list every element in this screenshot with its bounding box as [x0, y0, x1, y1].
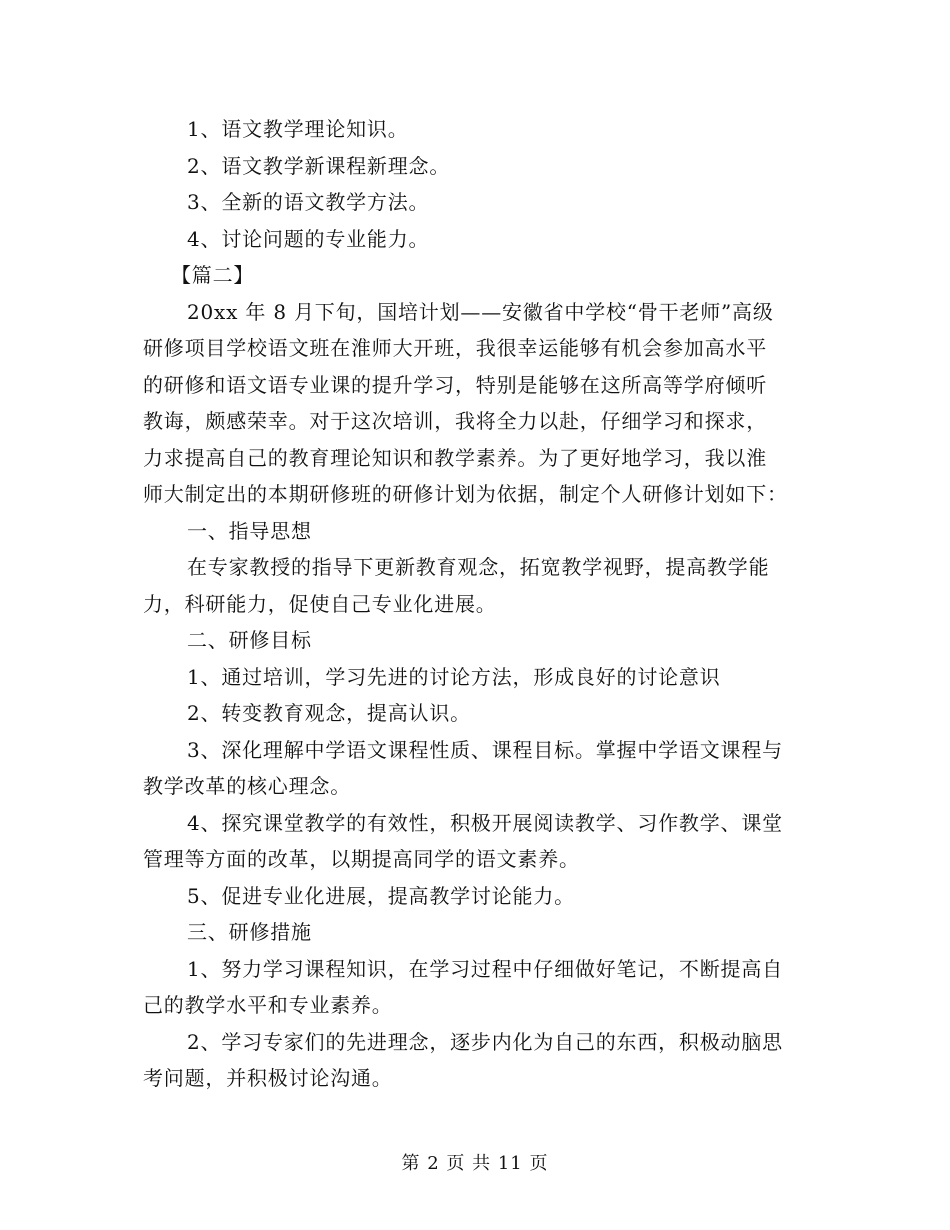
text-line: 己的教学水平和专业素养。 — [143, 993, 393, 1017]
text-line: 2、语文教学新课程新理念。 — [187, 154, 451, 178]
text-line: 考问题，并积极讨论沟通。 — [143, 1066, 393, 1090]
text-line: 2、学习专家们的先进理念，逐步内化为自己的东西，积极动脑思 — [187, 1030, 783, 1054]
text-line: 1、通过培训，学习先进的讨论方法，形成良好的讨论意识 — [187, 665, 721, 689]
text-line: 1、语文教学理论知识。 — [187, 117, 409, 141]
text-line: 教诲，颇感荣幸。对于这次培训，我将全力以赴，仔细学习和探求， — [143, 409, 767, 433]
section-heading: 二、研修目标 — [187, 628, 312, 652]
text-line: 1、努力学习课程知识，在学习过程中仔细做好笔记，不断提高自 — [187, 957, 783, 981]
text-line: 在专家教授的指导下更新教育观念，拓宽教学视野，提高教学能 — [187, 555, 770, 579]
section-heading: 【篇二】 — [171, 263, 255, 287]
text-line: 力，科研能力，促使自己专业化进展。 — [143, 592, 497, 616]
text-line: 5、促进专业化进展，提高教学讨论能力。 — [187, 884, 575, 908]
text-line: 管理等方面的改革，以期提高同学的语文素养。 — [143, 847, 580, 871]
section-heading: 一、指导思想 — [187, 519, 312, 543]
text-line: 研修项目学校语文班在淮师大开班，我很幸运能够有机会参加高水平 — [143, 336, 767, 360]
text-line: 教学改革的核心理念。 — [143, 774, 351, 798]
text-line: 师大制定出的本期研修班的研修计划为依据，制定个人研修计划如下： — [143, 482, 788, 506]
page-number-footer: 第 2 页 共 11 页 — [401, 1153, 549, 1174]
text-line: 3、深化理解中学语文课程性质、课程目标。掌握中学语文课程与 — [187, 738, 783, 762]
text-line: 20xx 年 8 月下旬，国培计划——安徽省中学校“骨干老师”高级 — [187, 300, 774, 324]
text-line: 4、讨论问题的专业能力。 — [187, 227, 430, 251]
text-line: 力求提高自己的教育理论知识和教学素养。为了更好地学习，我以淮 — [143, 446, 767, 470]
text-line: 4、探究课堂教学的有效性，积极开展阅读教学、习作教学、课堂 — [187, 811, 783, 835]
text-line: 2、转变教育观念，提高认识。 — [187, 701, 471, 725]
text-line: 的研修和语文语专业课的提升学习，特别是能够在这所高等学府倾听 — [143, 373, 767, 397]
section-heading: 三、研修措施 — [187, 920, 312, 944]
text-line: 3、全新的语文教学方法。 — [187, 190, 430, 214]
